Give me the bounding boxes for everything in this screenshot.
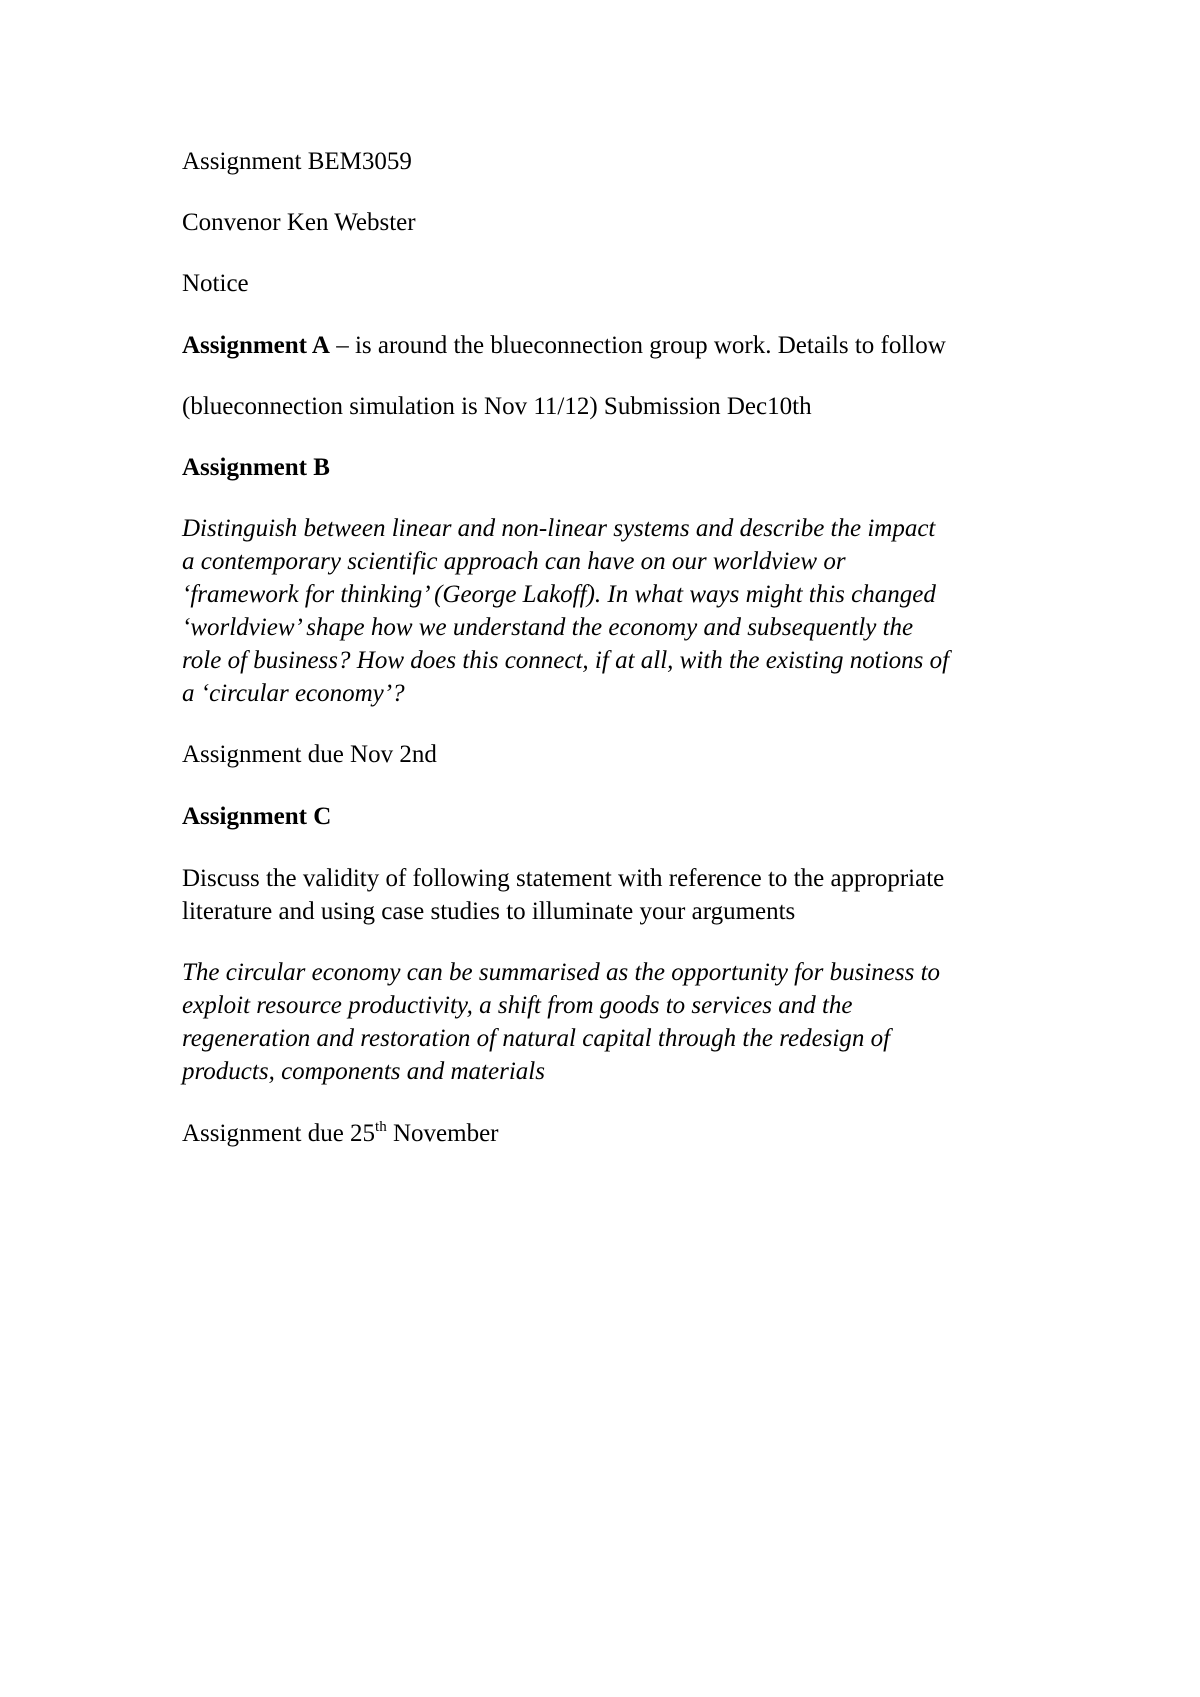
assignment-a-line <box>182 329 946 362</box>
convenor-line: Convenor Ken Webster <box>182 209 416 236</box>
instruction-line: Discuss the validity of following statement with reference to the appropriate <box>182 865 945 892</box>
question-line: Distinguish between linear and non-linear systems and describe the impact <box>182 515 936 542</box>
statement-line: The circular economy can be summarised as the opportunity for business to <box>182 959 941 986</box>
assignment-a-detail: (blueconnection simulation is Nov 11/12) Submission Dec10th <box>182 393 812 420</box>
assignment-a-text: – is around the blueconnection group work. Details to follow <box>329 332 946 359</box>
notice-label: Notice <box>182 270 249 297</box>
due-prefix: Assignment due 25 <box>182 1120 376 1147</box>
assignment-c-instruction <box>182 862 1032 928</box>
statement-line: exploit resource productivity, a shift from goods to services and the <box>182 992 853 1019</box>
assignment-b-due: Assignment due Nov 2nd <box>182 741 437 768</box>
statement-line: products, components and materials <box>182 1058 545 1085</box>
assignment-c-heading: Assignment C <box>182 803 332 830</box>
question-line: a contemporary scientific approach can have on our worldview or <box>182 548 846 575</box>
assignment-c-statement <box>182 956 1032 1088</box>
question-line: a ‘circular economy’? <box>182 680 405 707</box>
due-suffix: November <box>386 1120 499 1147</box>
assignment-c-due <box>182 1117 499 1150</box>
assignment-b-question <box>182 512 1032 710</box>
due-superscript: th <box>375 1119 387 1135</box>
question-line: ‘worldview’ shape how we understand the economy and subsequently the <box>182 614 914 641</box>
assignment-a-label: Assignment A <box>182 332 330 359</box>
statement-line: regeneration and restoration of natural capital through the redesign of <box>182 1025 891 1052</box>
instruction-line: literature and using case studies to illuminate your arguments <box>182 898 796 925</box>
question-line: role of business? How does this connect, if at all, with the existing notions of <box>182 647 950 674</box>
assignment-code: Assignment BEM3059 <box>182 148 412 175</box>
assignment-b-heading: Assignment B <box>182 454 330 481</box>
question-line: ‘framework for thinking’ (George Lakoff). In what ways might this changed <box>182 581 936 608</box>
